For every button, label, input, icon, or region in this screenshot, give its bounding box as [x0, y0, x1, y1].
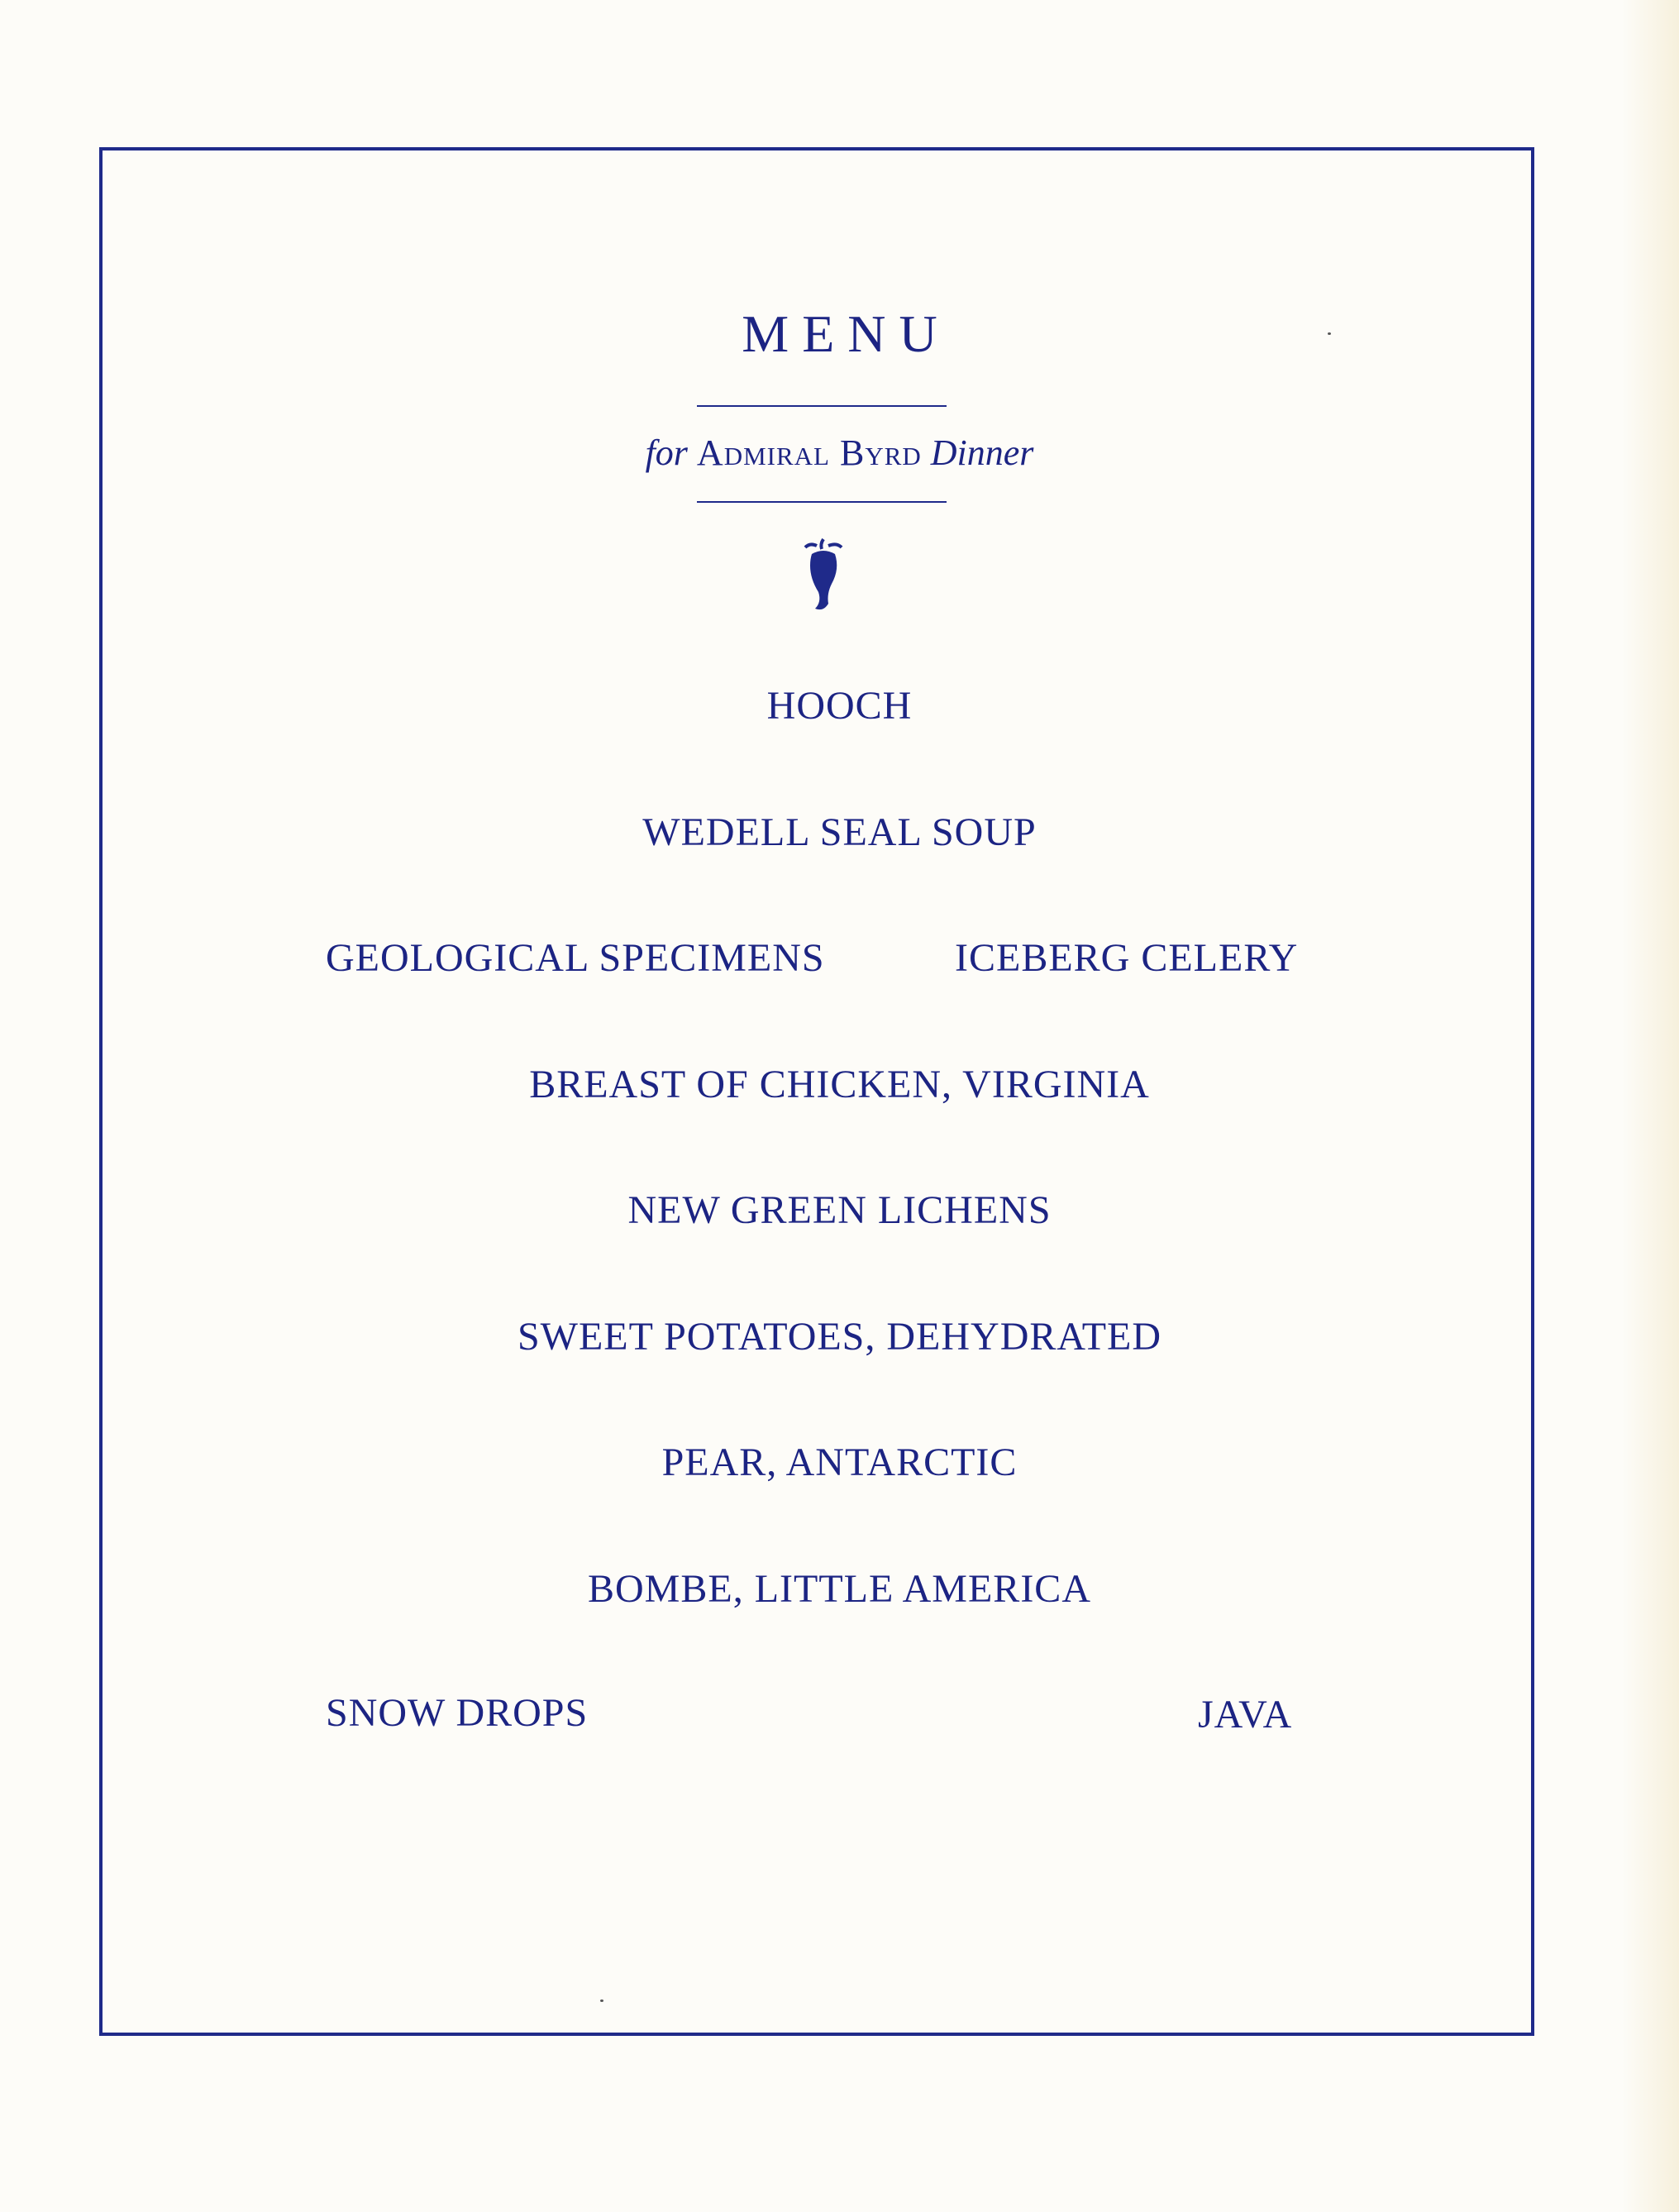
- course-hooch: HOOCH: [766, 684, 913, 728]
- course-bombe: BOMBE, LITTLE AMERICA: [588, 1567, 1091, 1611]
- menu-title: MENU: [742, 304, 951, 363]
- course-lichens: NEW GREEN LICHENS: [627, 1188, 1052, 1232]
- subtitle-honoree: Admiral Byrd: [696, 432, 922, 473]
- title-divider-bottom: [697, 501, 947, 503]
- subtitle-for: for: [645, 432, 688, 473]
- course-snow-drops: SNOW DROPS: [326, 1691, 589, 1735]
- course-specimens: GEOLOGICAL SPECIMENS: [326, 936, 825, 980]
- paper-speck: [600, 1999, 603, 2002]
- course-soup: WEDELL SEAL SOUP: [642, 810, 1037, 854]
- course-pear: PEAR, ANTARCTIC: [661, 1440, 1018, 1484]
- title-divider-top: [697, 405, 947, 407]
- course-potatoes: SWEET POTATOES, DEHYDRATED: [517, 1315, 1162, 1359]
- course-celery: ICEBERG CELERY: [955, 936, 1299, 980]
- course-chicken: BREAST OF CHICKEN, VIRGINIA: [529, 1063, 1150, 1106]
- subtitle-dinner: Dinner: [930, 432, 1034, 473]
- menu-subtitle: [0, 432, 1679, 475]
- course-java: JAVA: [1198, 1693, 1293, 1737]
- pepper-ornament-icon: [799, 536, 848, 615]
- paper-speck: [1328, 332, 1331, 335]
